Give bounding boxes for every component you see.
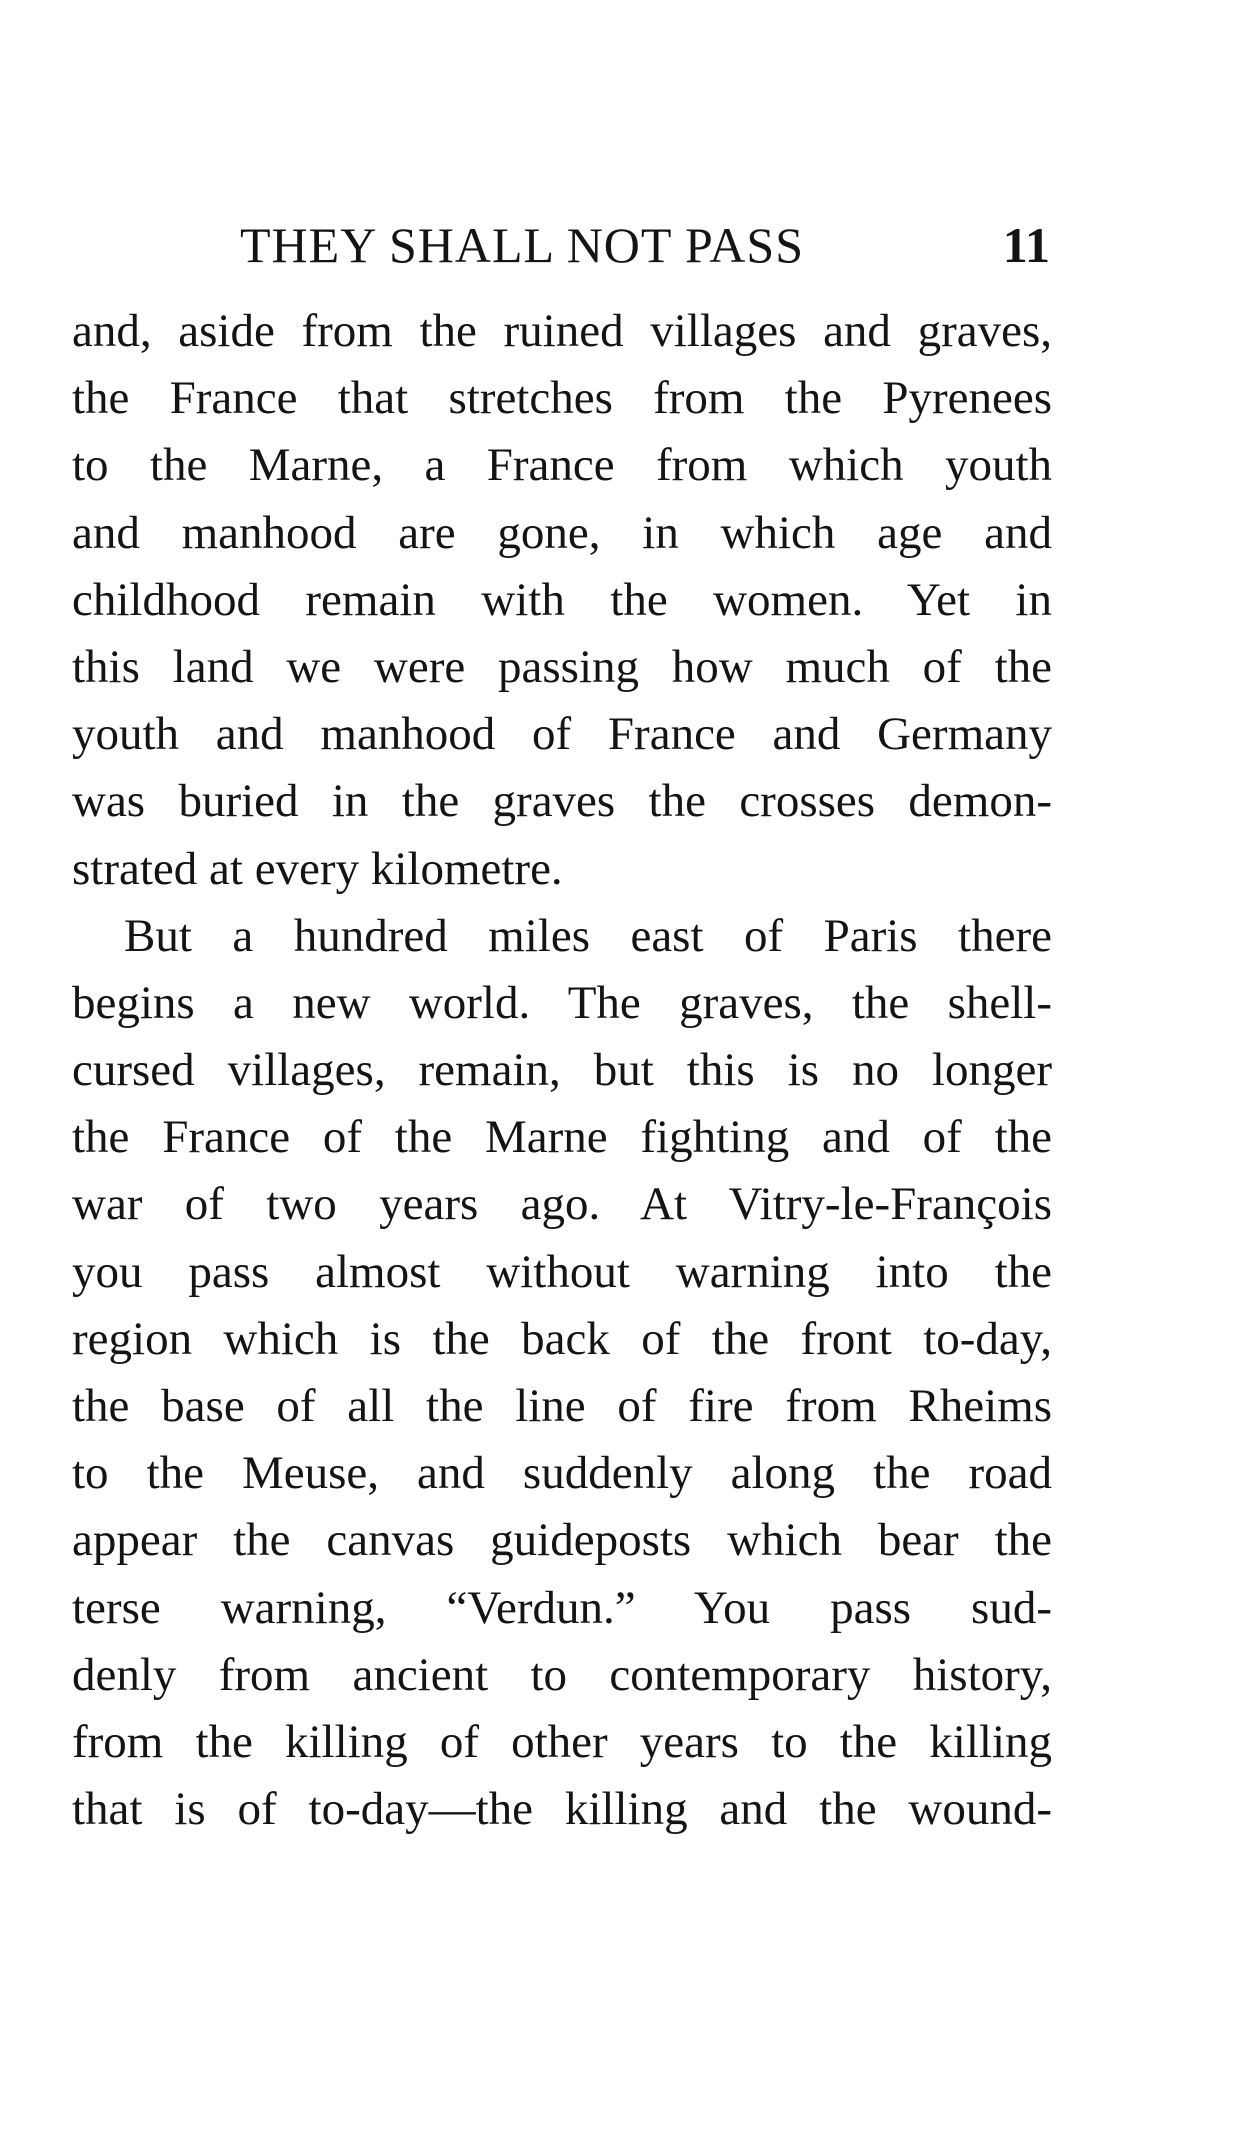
text-line: and manhood are gone, in which age and (72, 506, 1052, 559)
text-line: strated at every kilometre. (72, 842, 563, 895)
text-line: from the killing of other years to the killing (72, 1715, 1052, 1768)
text-line: the base of all the line of fire from Rheims (72, 1380, 1052, 1432)
text-line: the France of the Marne fighting and of the (72, 1111, 1052, 1164)
text-line: was buried in the graves the crosses demon- (72, 775, 1052, 828)
text-line: appear the canvas guideposts which bear the (72, 1514, 1052, 1567)
text-line: the France that stretches from the Pyrenees (72, 372, 1052, 425)
running-head (72, 210, 1072, 280)
text-line: to the Marne, a France from which youth (72, 439, 1052, 492)
text-line: denly from ancient to contemporary history, (72, 1648, 1052, 1701)
text-line: that is of to-day—the killing and the wound- (72, 1783, 1052, 1836)
text-line: terse warning, “Verdun.” You pass sud- (72, 1581, 1052, 1634)
text-line: you pass almost without warning into the (72, 1245, 1052, 1298)
text-line: this land we were passing how much of the (72, 640, 1052, 693)
text-line: begins a new world. The graves, the shell- (72, 976, 1052, 1029)
text-line: childhood remain with the women. Yet in (72, 573, 1052, 626)
text-line: youth and manhood of France and Germany (72, 708, 1052, 761)
body-text (72, 298, 1052, 1843)
text-line: and, aside from the ruined villages and graves, (72, 305, 1052, 357)
text-line: region which is the back of the front to-day, (72, 1312, 1052, 1365)
text-line: cursed villages, remain, but this is no longer (72, 1044, 1052, 1097)
running-title: THEY SHALL NOT PASS (240, 217, 804, 273)
text-line: war of two years ago. At Vitry-le-François (72, 1178, 1052, 1231)
page-number: 11 (1002, 217, 1050, 273)
text-line: to the Meuse, and suddenly along the road (72, 1447, 1052, 1500)
text-line: But a hundred miles east of Paris there (124, 909, 1052, 962)
